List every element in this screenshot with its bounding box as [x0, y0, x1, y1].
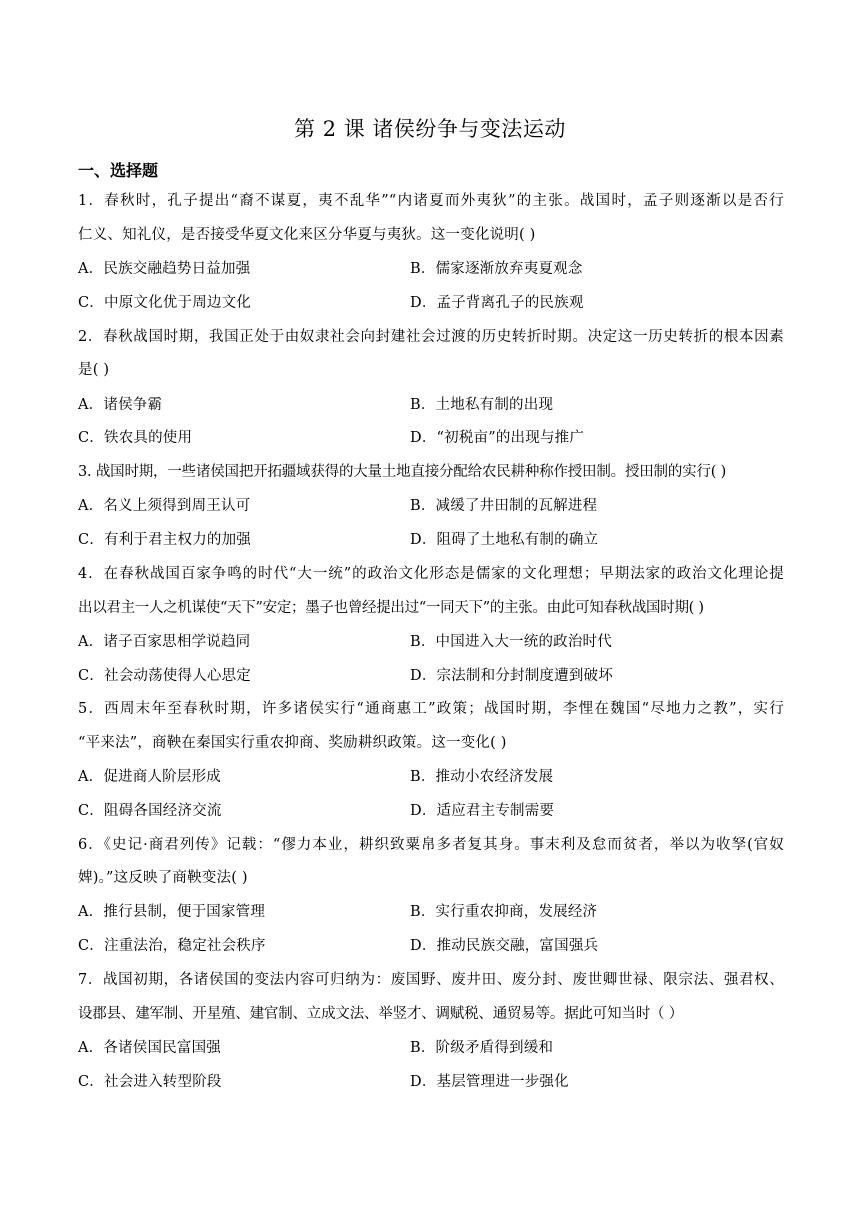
- question-5-option-b: B．推动小农经济发展: [410, 769, 554, 785]
- question-3-option-c: C．有利于君主权力的加强: [78, 532, 251, 548]
- question-7-line-1: 7．战国初期，各诸侯国的变法内容可归纳为：废国野、废井田、废分封、废世卿世禄、限宗法、强君权、: [78, 972, 784, 988]
- question-1-option-d: D．孟子背离孔子的民族观: [410, 295, 584, 311]
- question-1-line-1: 1．春秋时，孔子提出“裔不谋夏，夷不乱华”“内诸夏而外夷狄”的主张。战国时，孟子则逐渐以是否行: [78, 193, 784, 209]
- lesson-title: 第 2 课 诸侯纷争与变法运动: [294, 117, 566, 141]
- question-2-line-2: 是( ): [78, 362, 110, 378]
- question-2-line-1: 2．春秋战国时期，我国正处于由奴隶社会向封建社会过渡的历史转折时期。决定这一历史转折的根本因素: [78, 329, 784, 345]
- question-7-option-a: A．各诸侯国民富国强: [78, 1040, 221, 1056]
- question-5-option-c: C．阻碍各国经济交流: [78, 803, 222, 819]
- question-6-option-a: A．推行县制，便于国家管理: [78, 904, 266, 920]
- question-6-line-1: 6．《史记·商君列传》记载：“僇力本业，耕织致粟帛多者复其身。事末利及怠而贫者，举以为收孥(官奴: [78, 837, 784, 853]
- question-6-line-2: 婢)。”这反映了商鞅变法( ): [78, 870, 248, 886]
- question-6-option-b: B．实行重农抑商，发展经济: [410, 904, 598, 920]
- question-4-line-1: 4．在春秋战国百家争鸣的时代“大一统”的政治文化形态是儒家的文化理想；早期法家的政治文化理论提: [78, 566, 784, 582]
- question-7-option-c: C．社会进入转型阶段: [78, 1074, 222, 1090]
- question-2-option-d: D．“初税亩”的出现与推广: [410, 430, 585, 446]
- question-2-option-b: B．土地私有制的出现: [410, 397, 554, 413]
- question-7-option-b: B．阶级矛盾得到缓和: [410, 1040, 554, 1056]
- question-5-line-1: 5．西周末年至春秋时期，许多诸侯实行“通商惠工”政策；战国时期，李悝在魏国“尽地力之教”，实行: [78, 701, 784, 717]
- question-3-option-b: B．减缓了井田制的瓦解进程: [410, 498, 598, 514]
- question-2-option-c: C．铁农具的使用: [78, 430, 193, 446]
- question-5-line-2: “平来法”，商鞅在秦国实行重农抑商、奖励耕织政策。这一变化( ): [78, 735, 507, 751]
- question-6-option-d: D．推动民族交融，富国强兵: [410, 938, 599, 954]
- question-7-option-d: D．基层管理进一步强化: [410, 1074, 569, 1090]
- question-1-option-b: B．儒家逐渐放弃夷夏观念: [410, 261, 583, 277]
- question-4-option-d: D．宗法制和分封制度遭到破坏: [410, 668, 613, 684]
- question-1-line-2: 仁义、知礼仪，是否接受华夏文化来区分华夏与夷狄。这一变化说明( ): [78, 227, 536, 243]
- question-5-option-a: A．促进商人阶层形成: [78, 769, 221, 785]
- question-2-option-a: A．诸侯争霸: [78, 397, 163, 413]
- question-4-option-a: A．诸子百家思相学说趋同: [78, 634, 251, 650]
- question-3-line-1: 3. 战国时期，一些诸侯国把开拓疆域获得的大量土地直接分配给农民耕种称作授田制。授田制的实行( ): [78, 464, 727, 480]
- question-7-line-2: 设郡县、建军制、开星殖、建官制、立成文法、举竖才、调赋税、通贸易等。据此可知当时（ ）: [78, 1006, 684, 1022]
- question-4-option-b: B．中国进入大一统的政治时代: [410, 634, 612, 650]
- question-5-option-d: D．适应君主专制需要: [410, 803, 555, 819]
- question-3-option-a: A．名义上须得到周王认可: [78, 498, 251, 514]
- question-3-option-d: D．阻碍了土地私有制的确立: [410, 532, 599, 548]
- question-6-option-c: C．注重法治，稳定社会秩序: [78, 938, 266, 954]
- section-heading: 一、选择题: [78, 161, 159, 180]
- question-1-option-a: A．民族交融趋势日益加强: [78, 261, 251, 277]
- question-4-line-2: 出以君主一人之机谋使“天下”安定；墨子也曾经提出过“一同天下”的主张。由此可知春秋战国时期( ): [78, 600, 704, 616]
- question-4-option-c: C．社会动荡使得人心思定: [78, 668, 251, 684]
- question-1-option-c: C．中原文化优于周边文化: [78, 295, 251, 311]
